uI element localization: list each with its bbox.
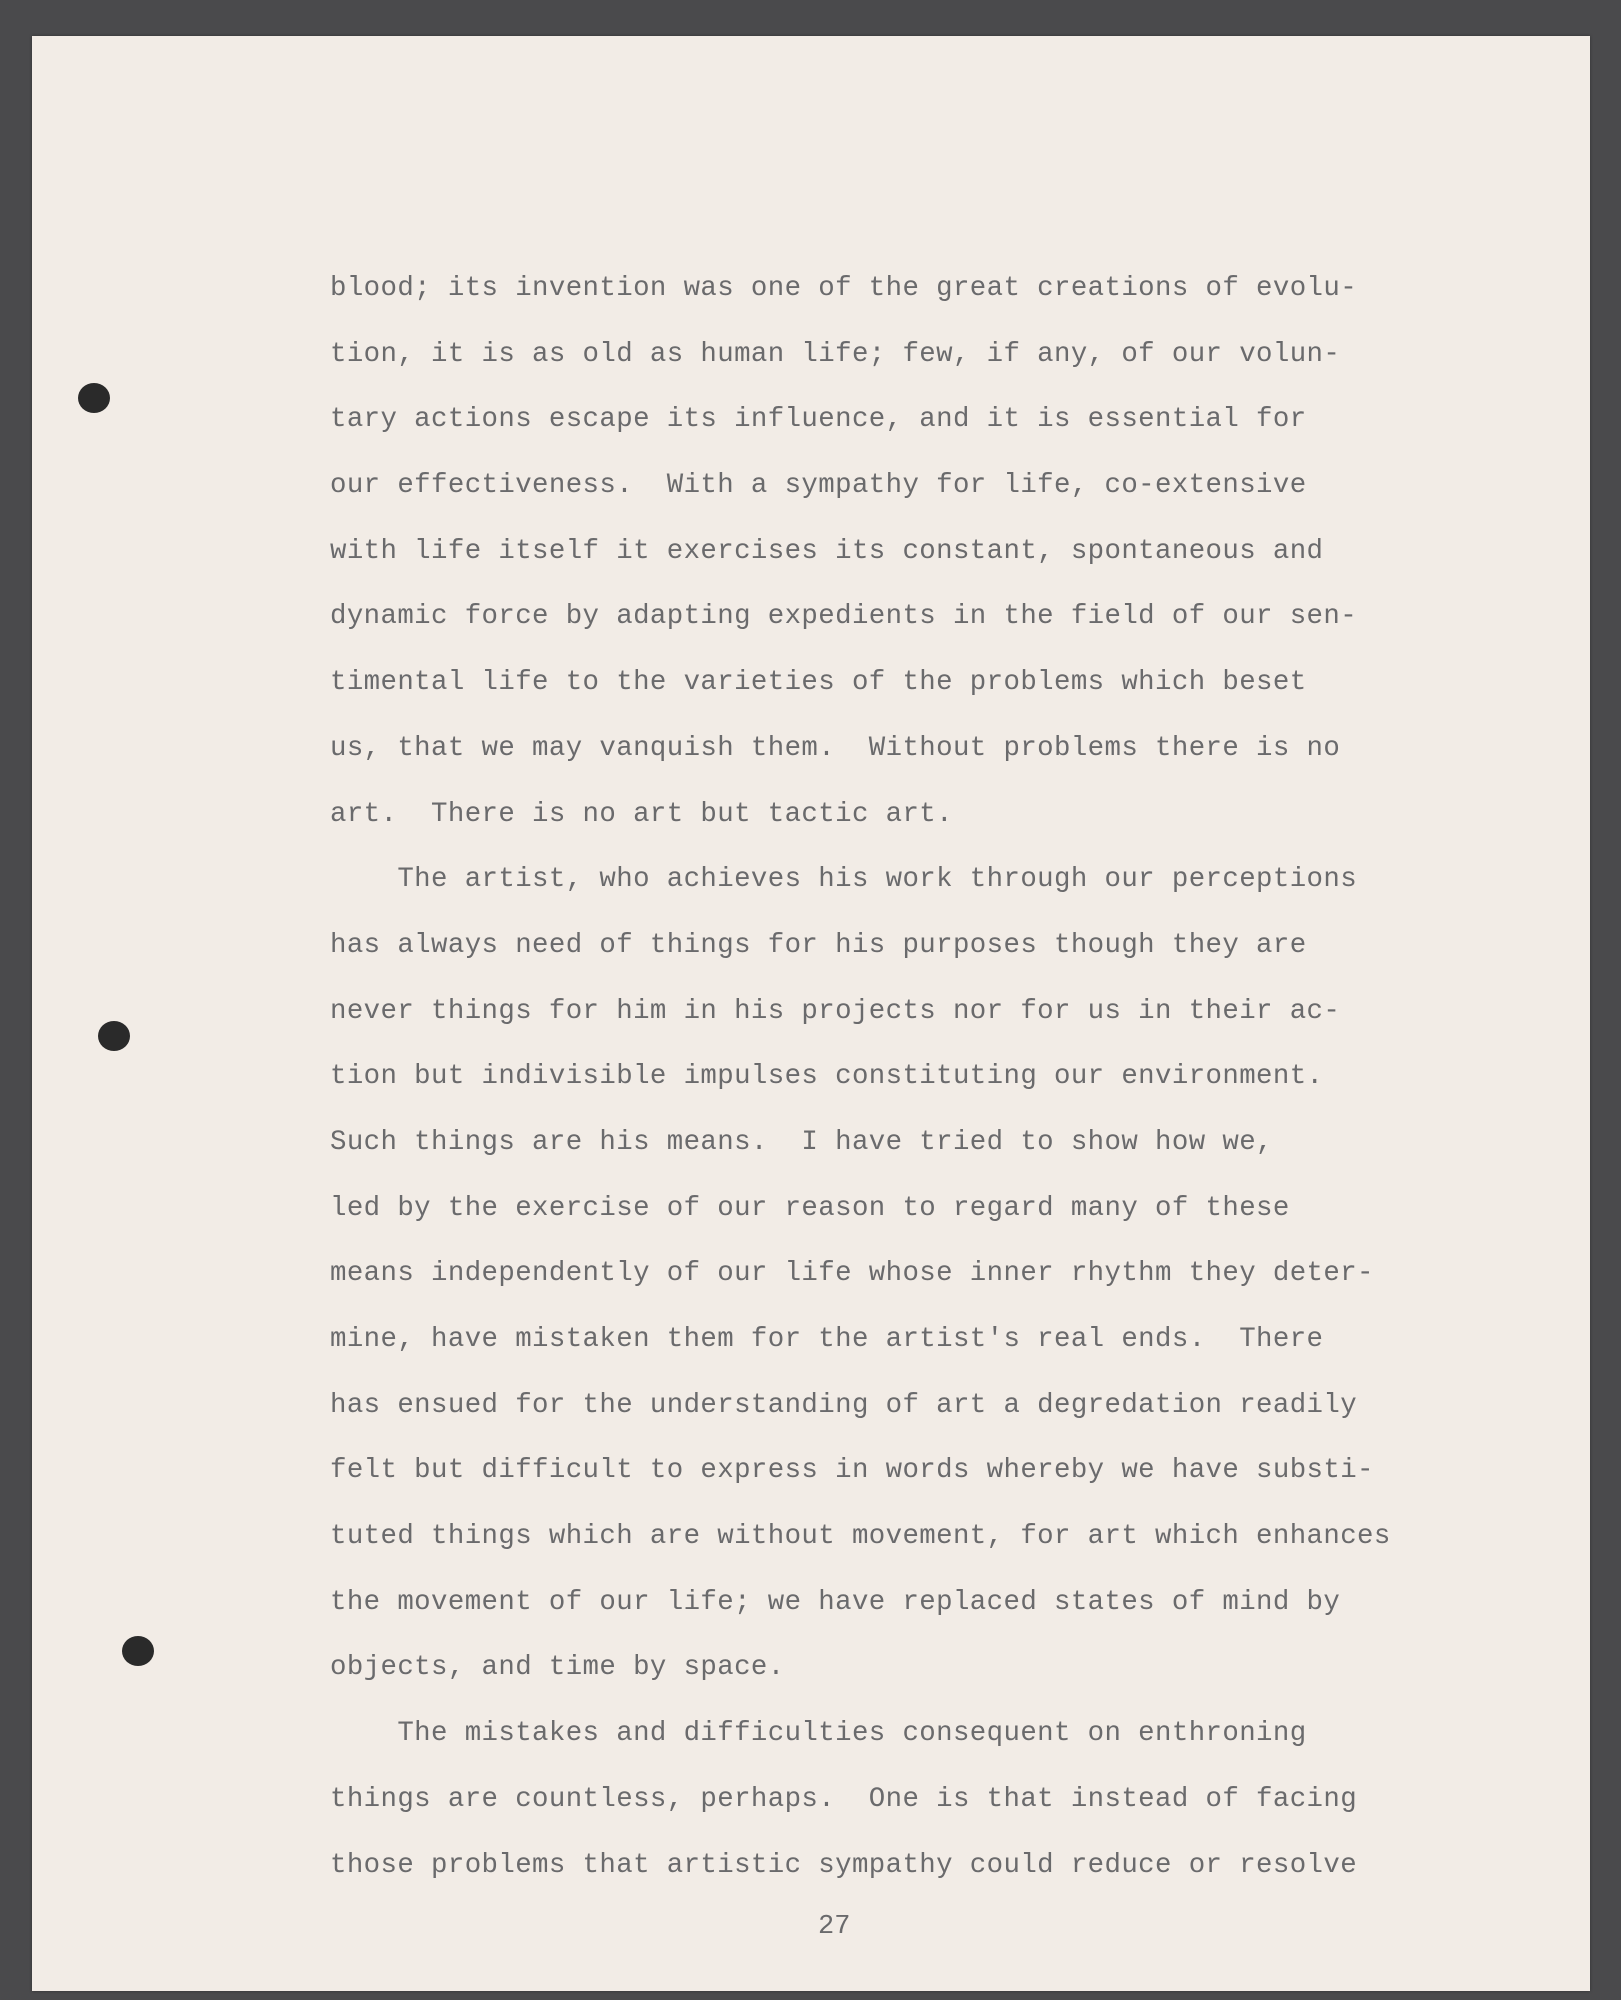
text-line: has ensued for the understanding of art a degredation readily bbox=[330, 1389, 1358, 1421]
text-line: The artist, who achieves his work through our perceptions bbox=[330, 864, 1358, 896]
text-line: art. There is no art but tactic art. bbox=[330, 798, 953, 830]
text-line: never things for him in his projects nor for us in their ac- bbox=[330, 995, 1341, 1027]
body-text bbox=[330, 256, 1600, 1898]
text-line: tion, it is as old as human life; few, if any, of our volun- bbox=[330, 338, 1341, 370]
punch-hole-top bbox=[78, 383, 110, 413]
text-line: objects, and time by space. bbox=[330, 1652, 785, 1684]
text-line: the movement of our life; we have replaced states of mind by bbox=[330, 1586, 1341, 1618]
text-line: our effectiveness. With a sympathy for life, co-extensive bbox=[330, 470, 1307, 502]
text-line: felt but difficult to express in words whereby we have substi- bbox=[330, 1455, 1374, 1487]
text-line: mine, have mistaken them for the artist's real ends. There bbox=[330, 1324, 1324, 1355]
text-line: those problems that artistic sympathy could reduce or resolve bbox=[330, 1849, 1358, 1881]
text-line: tion but indivisible impulses constituting our environment. bbox=[330, 1061, 1324, 1093]
text-line: dynamic force by adapting expedients in the field of our sen- bbox=[330, 601, 1358, 633]
text-line: things are countless, perhaps. One is that instead of facing bbox=[330, 1783, 1358, 1815]
text-line: The mistakes and difficulties consequent on enthroning bbox=[330, 1718, 1307, 1750]
text-line: means independently of our life whose inner rhythm they deter- bbox=[330, 1258, 1374, 1290]
text-line: with life itself it exercises its constant, spontaneous and bbox=[330, 535, 1324, 567]
text-line: led by the exercise of our reason to regard many of these bbox=[330, 1192, 1290, 1224]
punch-hole-bottom bbox=[122, 1636, 154, 1666]
text-line: Such things are his means. I have tried to show how we, bbox=[330, 1126, 1273, 1158]
text-line: us, that we may vanquish them. Without problems there is no bbox=[330, 732, 1341, 764]
punch-hole-middle bbox=[98, 1021, 130, 1051]
text-line: timental life to the varieties of the problems which beset bbox=[330, 667, 1307, 699]
typewritten-page bbox=[32, 36, 1590, 1991]
text-line: blood; its invention was one of the great creations of evolu- bbox=[330, 273, 1358, 304]
text-line: has always need of things for his purposes though they are bbox=[330, 929, 1307, 961]
text-line: tuted things which are without movement, for art which enhances bbox=[330, 1521, 1391, 1553]
page-number: 27 bbox=[818, 1912, 851, 1942]
text-line: tary actions escape its influence, and it is essential for bbox=[330, 404, 1307, 436]
